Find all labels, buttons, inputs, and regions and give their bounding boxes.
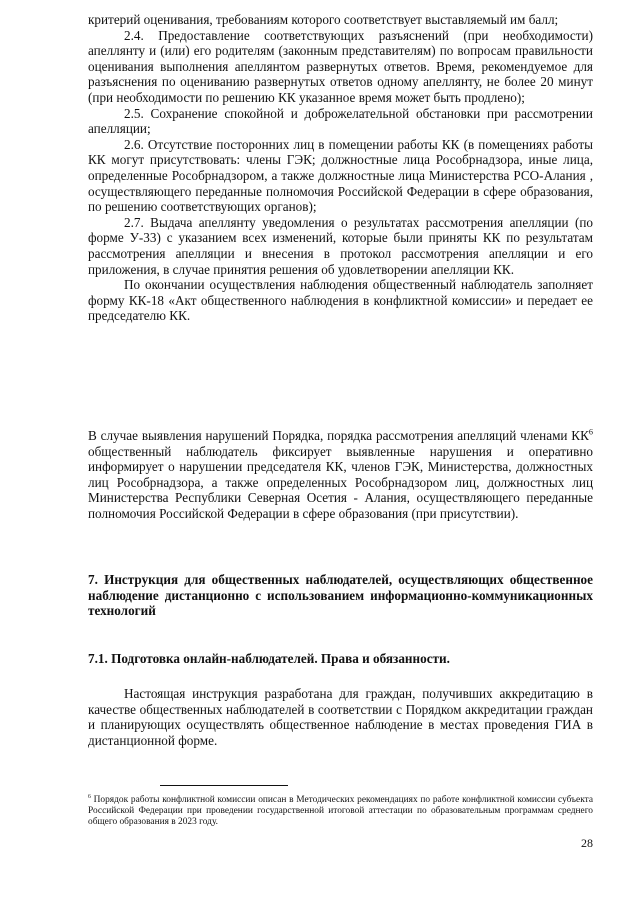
violations-text-start: В случае выявления нарушений Порядка, порядка рассмотрения апелляций членами КК	[88, 428, 589, 443]
body-text-violations	[88, 428, 593, 522]
paragraph-2-6: 2.6. Отсутствие посторонних лиц в помещении работы КК (в помещениях работы КК могут присутствовать: члены ГЭК; должностные лица Рособрнадзора, иные лица, определенные Рособрнадзором, а также должностные лица Министерства РСО-Алания , осуществляющего переданные полномочия Российской Федерации в сфере образования, по решению соответствующих органов);	[88, 136, 593, 215]
paragraph-2-4: 2.4. Предоставление соответствующих разъяснений (при необходимости) апеллянту и (или) его родителям (законным представителям) по вопросам правильности оценивания выполнения апеллянтом развернутых ответов. Время, рекомендуемое для разъяснения по оцениванию развернутых ответов одному апеллянту, не более 20 минут (при необходимости по решению КК указанное время может быть продлено);	[88, 27, 593, 105]
footnote-marker: 6	[88, 793, 91, 800]
footnote-text: Порядок работы конфликтной комиссии описан в Методических рекомендациях по работе конфликтной комиссии субъекта Российской Федерации при проведении государственной итоговой аттестации по образовательным программам среднего общего образования в 2023 году.	[88, 795, 593, 828]
body-text-7-1	[88, 686, 593, 748]
section-7-1-title: 7.1. Подготовка онлайн-наблюдателей. Права и обязанности.	[88, 651, 450, 666]
paragraph-7-1: Настоящая инструкция разработана для граждан, получивших аккредитацию в качестве общественных наблюдателей в соответствии с Порядком аккредитации граждан и планирующих осуществлять общественное наблюдение в местах проведения ГИА в дистанционной форме.	[88, 686, 593, 748]
footnote-6	[88, 795, 593, 829]
violations-text-end: общественный наблюдатель фиксирует выявленные нарушения и оперативно информирует о нарушении председателя КК, членов ГЭК, Министерства, должностных лиц Рособрнадзора, а также определенных Рособрнадзором лиц, должностных лиц Министерства Республики Северная Осетия - Алания, осуществляющего переданные полномочия Российской Федерации в сфере образования (при присутствии).	[88, 443, 593, 521]
section-7-heading	[88, 572, 593, 619]
section-7-1-heading	[88, 651, 593, 667]
footnote-ref-6: 6	[588, 427, 593, 437]
footnote-separator	[160, 785, 288, 786]
paragraph-violations	[88, 428, 593, 522]
paragraph-intro: критерий оценивания, требованиям которого соответствует выставляемый им балл;	[88, 12, 559, 27]
body-text-top	[88, 12, 593, 324]
page-number: 28	[581, 836, 593, 850]
paragraph-2-7: 2.7. Выдача апеллянту уведомления о результатах рассмотрения апелляции (по форме У-33) с указанием всех изменений, которые были приняты КК по результатам рассмотрения апелляции и внесения в протокол рассмотрения апелляции и его приложения, в случае принятия решения об удовлетворении апелляции КК.	[88, 214, 593, 277]
section-7-title: 7. Инструкция для общественных наблюдателей, осуществляющих общественное наблюдение дистанционно с использованием информационно-коммуникационных технологий	[88, 572, 593, 619]
paragraph-after-observation: По окончании осуществления наблюдения общественный наблюдатель заполняет форму КК-18 «Акт общественного наблюдения в конфликтной комиссии» и передает ее председателю КК.	[88, 277, 593, 324]
paragraph-2-5: 2.5. Сохранение спокойной и доброжелательной обстановки при рассмотрении апелляции;	[88, 105, 593, 137]
